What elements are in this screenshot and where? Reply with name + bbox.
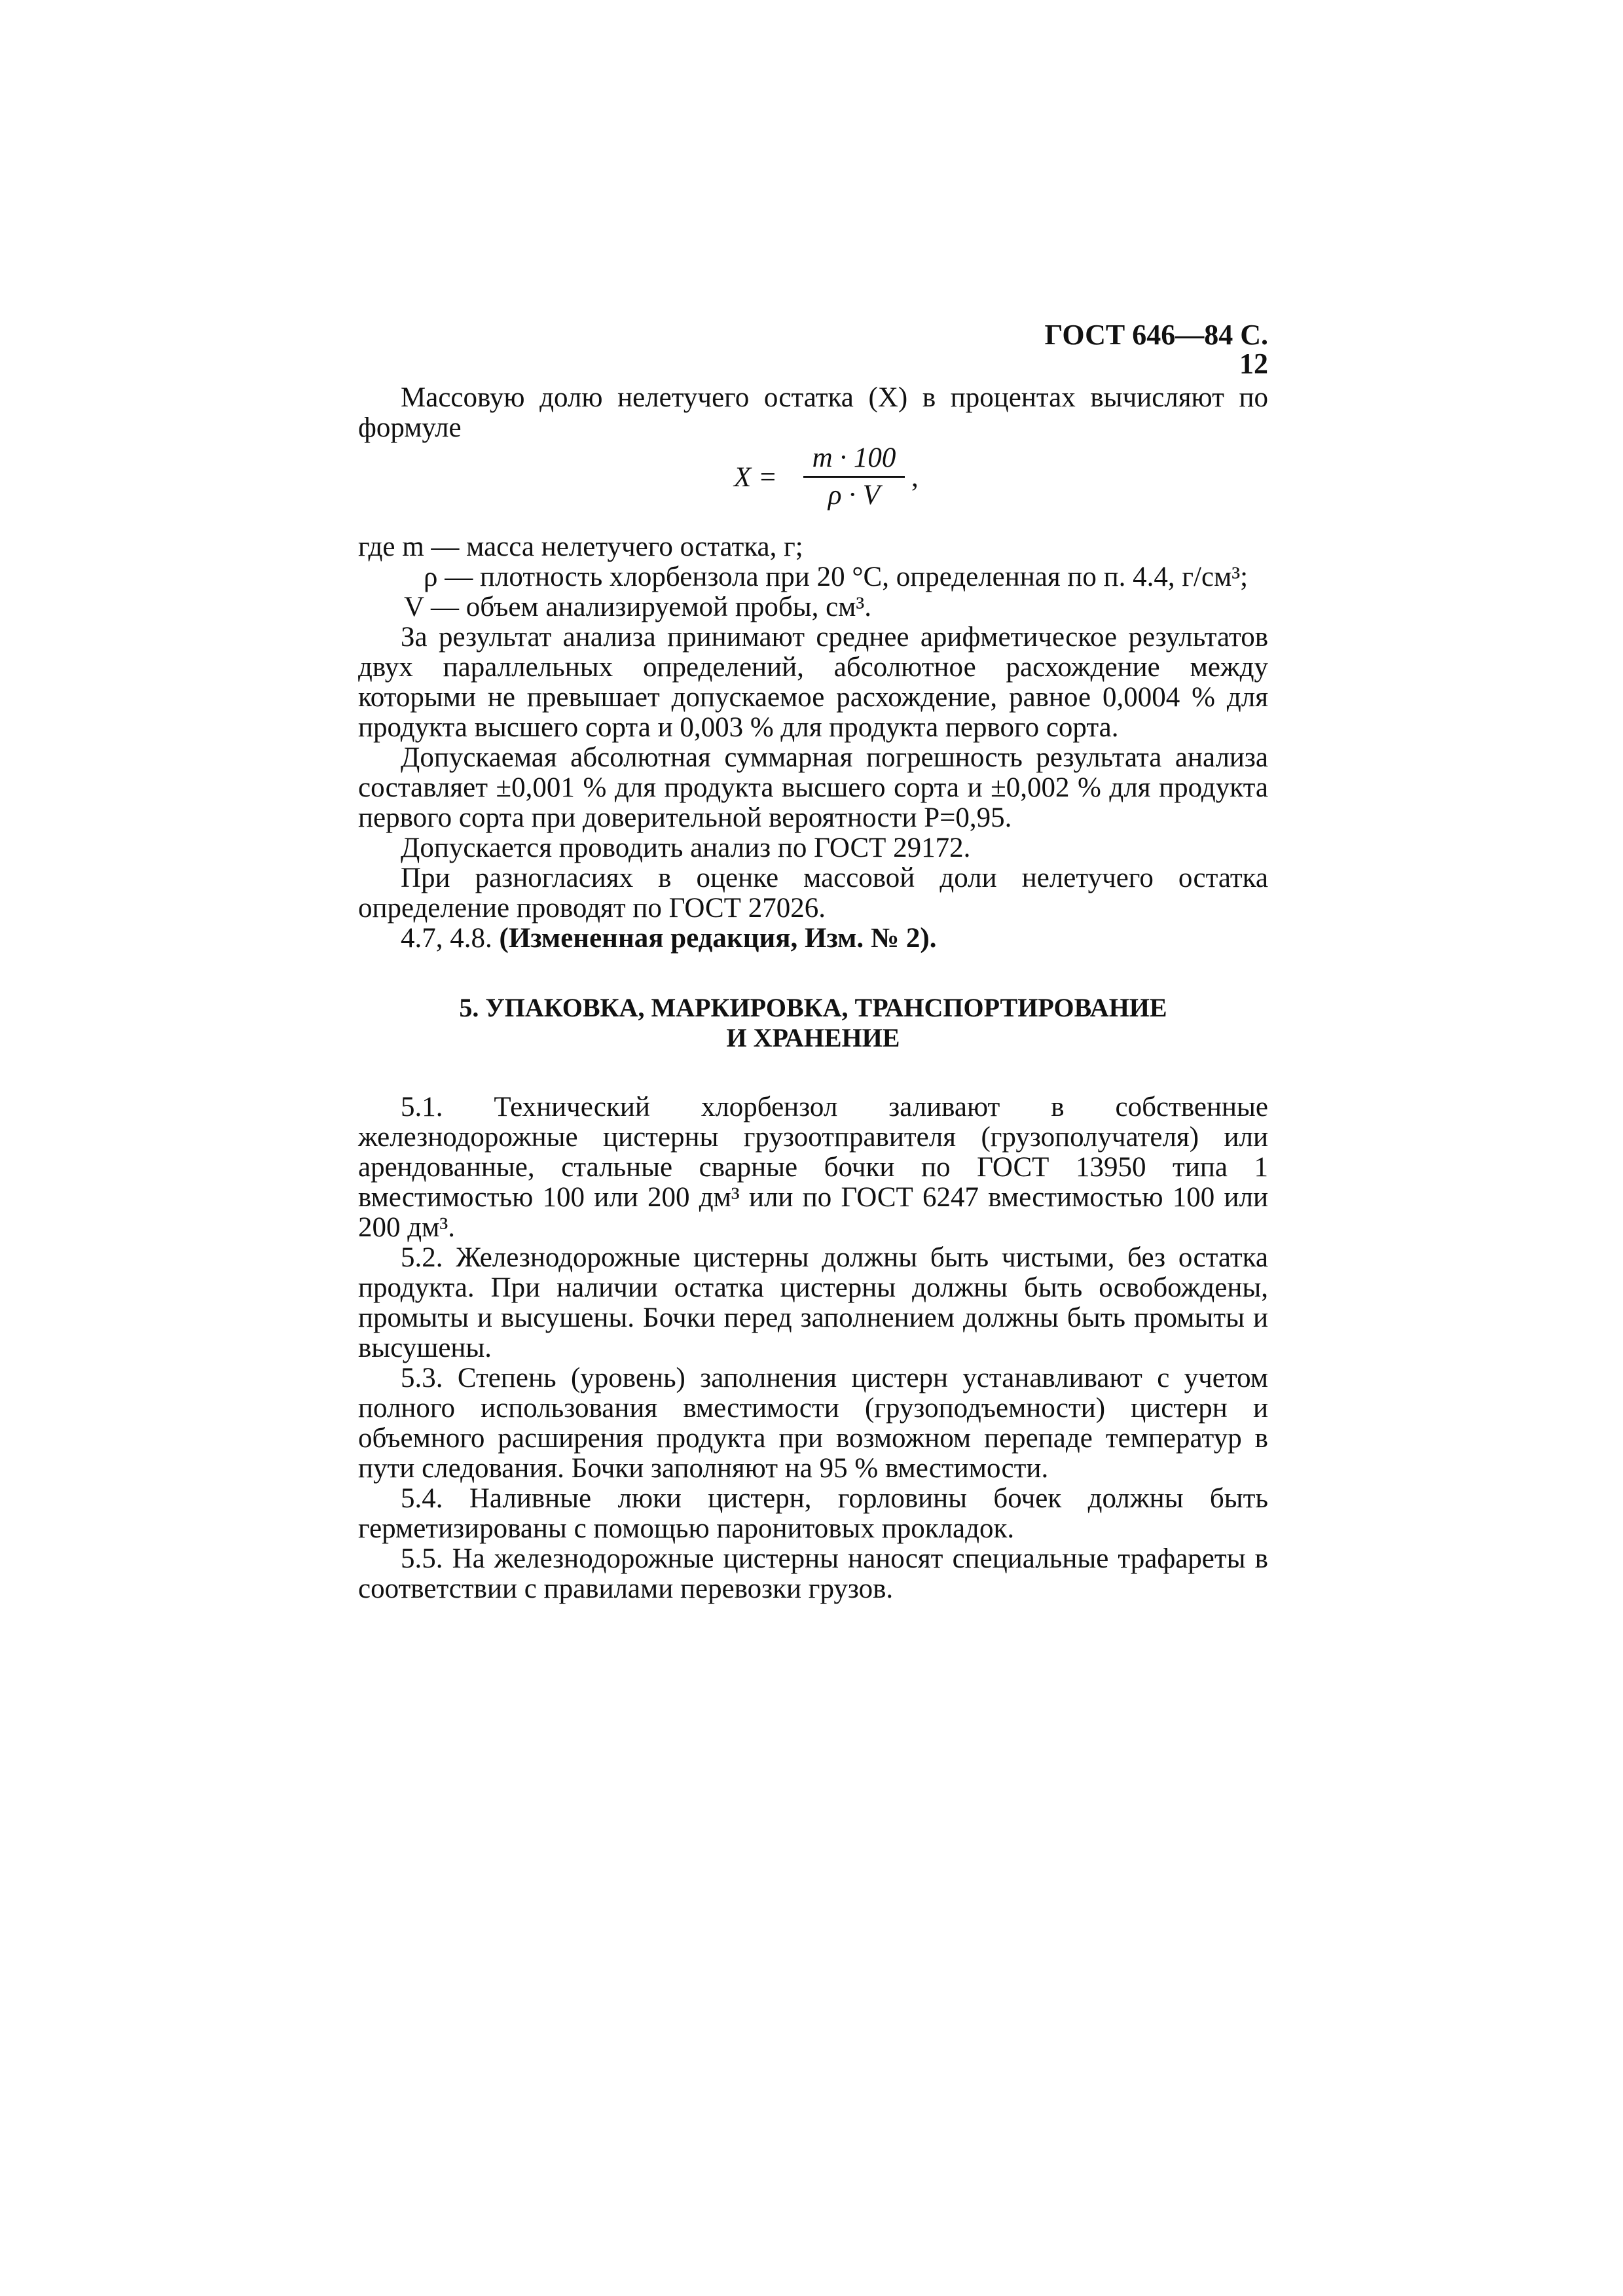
clause-5-4: 5.4. Наливные люки цистерн, горловины бочек должны быть герметизированы с помощью паронитовых прокладок. bbox=[358, 1483, 1268, 1544]
section-title-line2: И ХРАНЕНИЕ bbox=[726, 1023, 900, 1052]
formula-intro: Массовую долю нелетучего остатка (X) в процентах вычисляют по формуле bbox=[358, 382, 1268, 443]
amendment-prefix: 4.7, 4.8. bbox=[401, 923, 500, 954]
formula-denominator: ρ · V bbox=[828, 480, 881, 511]
formula-fraction bbox=[803, 443, 905, 511]
paragraph-result: За результат анализа принимают среднее арифметическое результатов двух параллельных определений, абсолютное расхождение между которыми не превышает допускаемое расхождение, равное 0,0004 % для продукта высшего сорта и 0,003 % для продукта первого сорта. bbox=[358, 622, 1268, 743]
definition-rho: ρ — плотность хлорбензола при 20 °С, определенная по п. 4.4, г/см³; bbox=[424, 562, 1249, 592]
formula bbox=[358, 443, 1268, 528]
clause-5-1: 5.1. Технический хлорбензол заливают в собственные железнодорожные цистерны грузоотправителя (грузополучателя) или арендованные, стальные сварные бочки по ГОСТ 13950 типа 1 вместимостью 100 или 200 дм³ или по ГОСТ 6247 вместимостью 100 или 200 дм³. bbox=[358, 1092, 1268, 1243]
amendment-bold: (Измененная редакция, Изм. № 2). bbox=[499, 923, 937, 954]
section-title-line1: 5. УПАКОВКА, МАРКИРОВКА, ТРАНСПОРТИРОВАНИЕ bbox=[459, 993, 1167, 1022]
formula-trail: , bbox=[911, 462, 919, 493]
page-header: ГОСТ 646—84 С. 12 bbox=[1044, 319, 1268, 380]
formula-lhs: X = bbox=[734, 462, 778, 493]
paragraph-error: Допускаемая абсолютная суммарная погрешность результата анализа составляет ±0,001 % для продукта высшего сорта и ±0,002 % для продукта первого сорта при доверительной вероятности P=0,95. bbox=[358, 742, 1268, 833]
main-text-column bbox=[358, 383, 1268, 1604]
definition-m: где m — масса нелетучего остатка, г; bbox=[358, 531, 803, 562]
paragraph-disagreement: При разногласиях в оценке массовой доли нелетучего остатка определение проводят по ГОСТ 27026. bbox=[358, 863, 1268, 924]
fraction-bar bbox=[803, 476, 905, 478]
clause-5-3: 5.3. Степень (уровень) заполнения цистерн устанавливают с учетом полного использования вместимости (грузоподъемности) цистерн и объемного расширения продукта при возможном перепаде температур в пути следования. Бочки заполняют на 95 % вместимости. bbox=[358, 1363, 1268, 1484]
definition-v: V — объем анализируемой пробы, см³. bbox=[404, 592, 872, 622]
amendment-note bbox=[358, 924, 1268, 954]
paragraph-gost-29172: Допускается проводить анализ по ГОСТ 29172. bbox=[401, 833, 971, 863]
formula-numerator: m · 100 bbox=[812, 442, 896, 473]
clause-5-2: 5.2. Железнодорожные цистерны должны быть чистыми, без остатка продукта. При наличии остатка цистерны должны быть освобождены, промыты и высушены. Бочки перед заполнением должны быть промыты и высушены. bbox=[358, 1242, 1268, 1363]
clause-5-5: 5.5. На железнодорожные цистерны наносят специальные трафареты в соответствии с правилами перевозки грузов. bbox=[358, 1543, 1268, 1604]
